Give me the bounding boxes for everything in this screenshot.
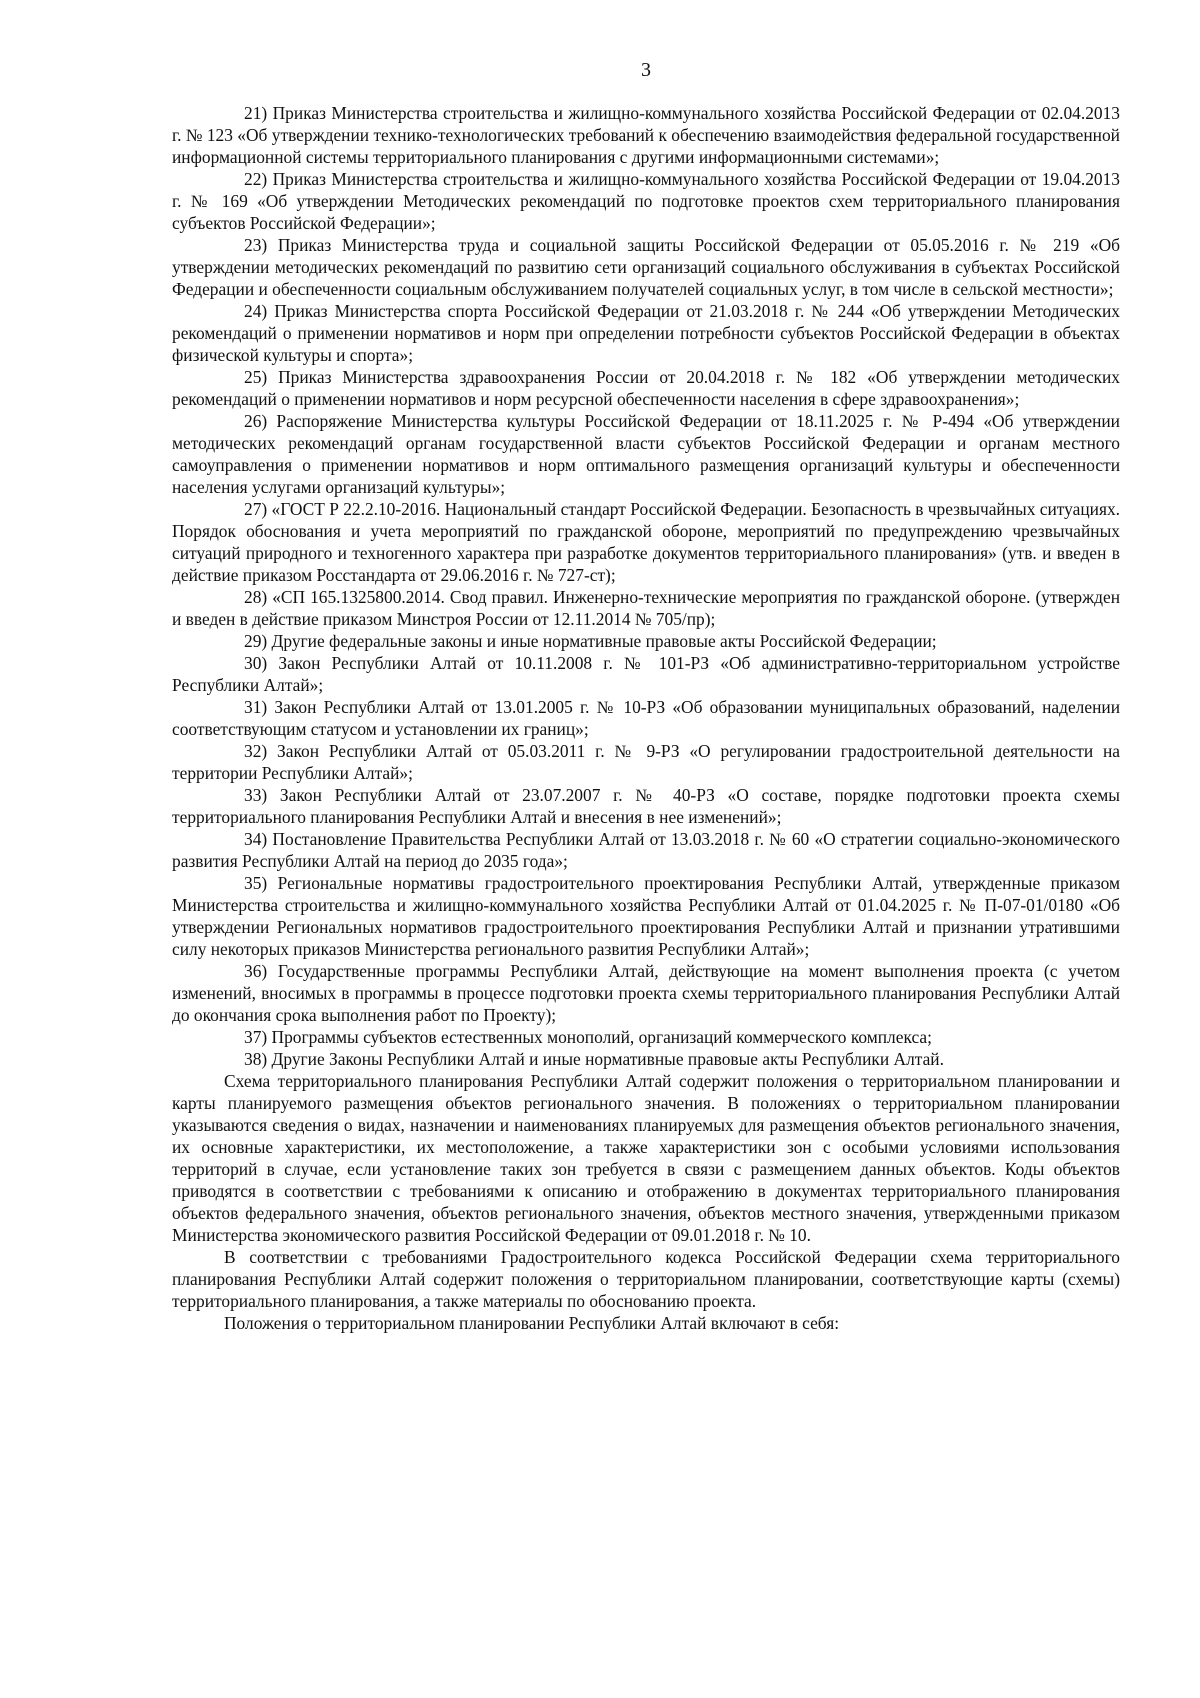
list-item-28: 28) «СП 165.1325800.2014. Свод правил. Инженерно-технические мероприятия по гражданской обороне. (утвержден и введен в действие приказом Минстроя России от 12.11.2014 № 705/пр); <box>172 587 1120 629</box>
list-item-34: 34) Постановление Правительства Республики Алтай от 13.03.2018 г. № 60 «О стратегии социально-экономического развития Республики Алтай на период до 2035 года»; <box>172 829 1120 871</box>
list-item-37: 37) Программы субъектов естественных монополий, организаций коммерческого комплекса; <box>244 1027 932 1047</box>
document-body <box>172 102 1120 1334</box>
list-item-36: 36) Государственные программы Республики Алтай, действующие на момент выполнения проекта (с учетом изменений, вносимых в программы в процессе подготовки проекта схемы территориального планирования Республики Алтай до окончания срока выполнения работ по Проекту); <box>172 961 1120 1025</box>
page-number: 3 <box>641 59 651 81</box>
list-item-22: 22) Приказ Министерства строительства и жилищно-коммунального хозяйства Российской Федерации от 19.04.2013 г. № 169 «Об утверждении Методических рекомендаций по подготовке проектов схем территориального планирования субъектов Российской Федерации»; <box>172 169 1120 233</box>
list-item-23: 23) Приказ Министерства труда и социальной защиты Российской Федерации от 05.05.2016 г. № 219 «Об утверждении методических рекомендаций по развитию сети организаций социального обслуживания в субъектах Российской Федерации и обеспеченности социальным обслуживанием получателей социальных услуг, в том числе в сельской местности»; <box>172 235 1120 299</box>
list-item-25: 25) Приказ Министерства здравоохранения России от 20.04.2018 г. № 182 «Об утверждении методических рекомендаций о применении нормативов и норм ресурсной обеспеченности населения в сфере здравоохранения»; <box>172 367 1120 409</box>
code-requirements-paragraph: В соответствии с требованиями Градостроительного кодекса Российской Федерации схема территориального планирования Республики Алтай содержит положения о территориальном планировании, соответствующие карты (схемы) территориального планирования, а также материалы по обоснованию проекта. <box>172 1247 1120 1311</box>
list-item-24: 24) Приказ Министерства спорта Российской Федерации от 21.03.2018 г. № 244 «Об утверждении Методических рекомендаций о применении нормативов и норм при определении потребности субъектов Российской Федерации в объектах физической культуры и спорта»; <box>172 301 1120 365</box>
list-item-26: 26) Распоряжение Министерства культуры Российской Федерации от 18.11.2025 г. № Р-494 «Об утверждении методических рекомендаций органам государственной власти субъектов Российской Федерации и органам местного самоуправления о применении нормативов и норм оптимального размещения организаций культуры и обеспеченности населения услугами организаций культуры»; <box>172 411 1120 497</box>
list-item-29: 29) Другие федеральные законы и иные нормативные правовые акты Российской Федерации; <box>244 631 937 651</box>
list-item-30: 30) Закон Республики Алтай от 10.11.2008 г. № 101-РЗ «Об административно-территориальном устройстве Республики Алтай»; <box>172 653 1120 695</box>
list-item-21: 21) Приказ Министерства строительства и жилищно-коммунального хозяйства Российской Федерации от 02.04.2013 г. № 123 «Об утверждении технико-технологических требований к обеспечению взаимодействия федеральной государственной информационной системы территориального планирования с другими информационными системами»; <box>172 103 1120 167</box>
list-item-38: 38) Другие Законы Республики Алтай и иные нормативные правовые акты Республики Алтай. <box>244 1049 944 1069</box>
list-item-33: 33) Закон Республики Алтай от 23.07.2007 г. № 40-РЗ «О составе, порядке подготовки проекта схемы территориального планирования Республики Алтай и внесения в нее изменений»; <box>172 785 1120 827</box>
list-item-31: 31) Закон Республики Алтай от 13.01.2005 г. № 10-РЗ «Об образовании муниципальных образований, наделении соответствующим статусом и установлении их границ»; <box>172 697 1120 739</box>
list-item-35: 35) Региональные нормативы градостроительного проектирования Республики Алтай, утвержденные приказом Министерства строительства и жилищно-коммунального хозяйства Республики Алтай от 01.04.2025 г. № П-07-01/0180 «Об утверждении Региональных нормативов градостроительного проектирования Республики Алтай и признании утратившими силу некоторых приказов Министерства регионального развития Республики Алтай»; <box>172 873 1120 959</box>
scheme-contents-paragraph: Схема территориального планирования Республики Алтай содержит положения о территориальном планировании и карты планируемого размещения объектов регионального значения. В положениях о территориальном планировании указываются сведения о видах, назначении и наименованиях планируемых для размещения объектов регионального значения, их основные характеристики, их местоположение, а также характеристики зон с особыми условиями использования территорий в случае, если установление таких зон требуется в связи с размещением данных объектов. Коды объектов приводятся в соответствии с требованиями к описанию и отображению в документах территориального планирования объектов федерального значения, объектов регионального значения, объектов местного значения, утвержденными приказом Министерства экономического развития Российской Федерации от 09.01.2018 г. № 10. <box>172 1071 1120 1245</box>
list-item-27: 27) «ГОСТ Р 22.2.10-2016. Национальный стандарт Российской Федерации. Безопасность в чрезвычайных ситуациях. Порядок обоснования и учета мероприятий по гражданской обороне, мероприятий по предупреждению чрезвычайных ситуаций природного и техногенного характера при разработке документов территориального планирования» (утв. и введен в действие приказом Росстандарта от 29.06.2016 г. № 727-ст); <box>172 499 1120 585</box>
list-item-32: 32) Закон Республики Алтай от 05.03.2011 г. № 9-РЗ «О регулировании градостроительной деятельности на территории Республики Алтай»; <box>172 741 1120 783</box>
provisions-intro-paragraph: Положения о территориальном планировании Республики Алтай включают в себя: <box>224 1313 840 1333</box>
